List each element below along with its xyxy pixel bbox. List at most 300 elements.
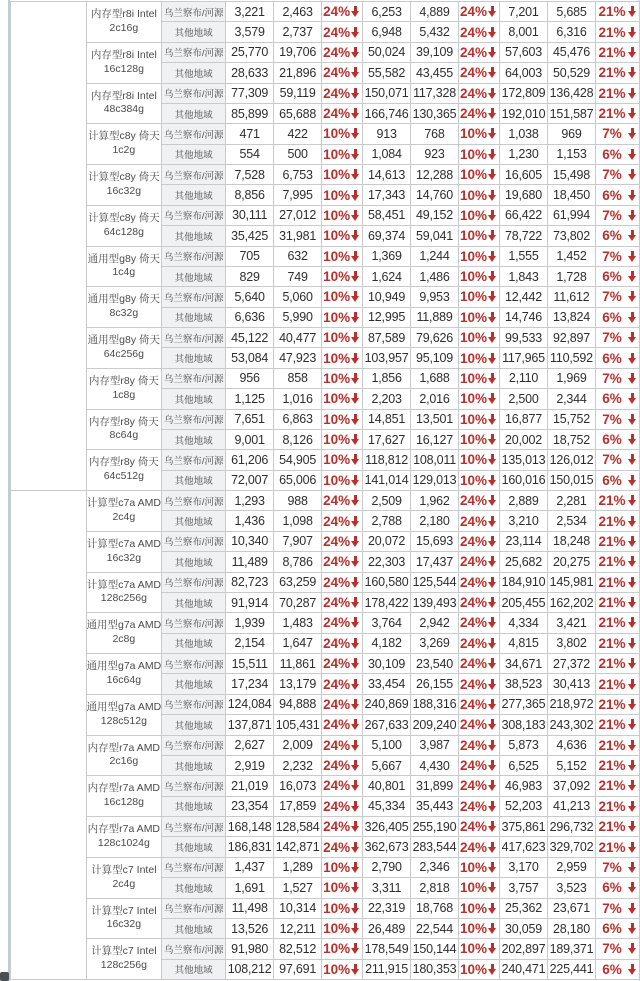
discount-cell (459, 613, 500, 633)
price-cell: 1,437 (226, 857, 274, 877)
discount-percent: 24% (460, 819, 488, 835)
price-cell: 8,856 (226, 185, 274, 205)
discount-cell (322, 654, 363, 674)
price-cell: 5,152 (547, 755, 595, 775)
discount-cell (322, 735, 363, 755)
price-cell: 27,012 (274, 205, 322, 225)
price-cell: 18,450 (547, 185, 595, 205)
price-cell: 79,626 (411, 328, 459, 348)
price-cell: 16,877 (500, 409, 548, 429)
price-cell: 27,372 (547, 654, 595, 674)
discount-cell (595, 755, 639, 775)
discount-percent: 7% (602, 126, 622, 142)
price-cell: 151,587 (547, 103, 595, 123)
price-cell: 142,871 (274, 837, 322, 857)
region-cell: 乌兰察布/河源 (162, 165, 226, 185)
down-arrow-icon (351, 47, 360, 58)
price-cell: 8,786 (274, 552, 322, 572)
price-cell: 59,041 (411, 226, 459, 246)
down-arrow-icon (351, 169, 360, 180)
price-cell: 137,871 (226, 715, 274, 735)
price-cell: 162,202 (547, 592, 595, 612)
instance-type-cell (86, 450, 162, 491)
down-arrow-icon (351, 230, 360, 241)
price-cell: 23,114 (500, 531, 548, 551)
region-cell: 乌兰察布/河源 (162, 124, 226, 144)
price-cell: 956 (226, 368, 274, 388)
discount-percent: 10% (323, 228, 351, 244)
price-cell: 2,009 (274, 735, 322, 755)
region-cell: 其他地域 (162, 796, 226, 816)
discount-cell (595, 817, 639, 837)
price-cell: 82,512 (274, 939, 322, 959)
instance-type: 内存型r8i Intel (90, 48, 157, 61)
price-cell: 33,454 (363, 674, 411, 694)
price-cell: 14,746 (500, 307, 548, 327)
price-cell: 2,737 (274, 22, 322, 42)
discount-percent: 24% (323, 65, 351, 81)
discount-cell (322, 266, 363, 286)
down-arrow-icon (628, 230, 637, 241)
down-arrow-icon (488, 658, 497, 669)
instance-type: 内存型r7a AMD (87, 741, 161, 754)
down-arrow-icon (488, 760, 497, 771)
instance-type: 计算型c7a AMD (86, 497, 161, 510)
instance-type: 计算型c8y 倚天 (87, 130, 160, 143)
price-cell: 4,889 (411, 2, 459, 22)
instance-type-cell (86, 491, 162, 532)
price-cell: 2,180 (411, 511, 459, 531)
discount-cell (459, 694, 500, 714)
price-cell: 2,281 (547, 491, 595, 511)
down-arrow-icon (488, 210, 497, 221)
discount-cell (322, 613, 363, 633)
price-cell: 21,896 (274, 63, 322, 83)
price-cell: 7,528 (226, 165, 274, 185)
table-row (11, 613, 640, 633)
table-row (11, 491, 640, 511)
price-cell: 554 (226, 144, 274, 164)
instance-type: 通用型g7a AMD (86, 660, 162, 673)
price-cell: 1,098 (274, 511, 322, 531)
discount-percent: 7% (602, 289, 622, 305)
discount-percent: 24% (323, 493, 351, 509)
down-arrow-icon (351, 393, 360, 404)
discount-cell (322, 491, 363, 511)
discount-cell (459, 246, 500, 266)
instance-spec: 2c4g (112, 510, 136, 523)
price-cell: 5,685 (547, 2, 595, 22)
price-cell: 160,016 (500, 470, 548, 490)
discount-cell (595, 287, 639, 307)
down-arrow-icon (351, 679, 360, 690)
price-cell: 3,764 (363, 613, 411, 633)
down-arrow-icon (488, 88, 497, 99)
instance-spec: 16c32g (106, 184, 142, 197)
region-cell: 乌兰察布/河源 (162, 42, 226, 62)
left-spacer-cell (11, 491, 87, 980)
down-arrow-icon (628, 434, 637, 445)
price-cell: 1,691 (226, 878, 274, 898)
price-cell: 17,234 (226, 674, 274, 694)
discount-cell (322, 429, 363, 449)
discount-cell (322, 694, 363, 714)
down-arrow-icon (351, 536, 360, 547)
instance-type: 计算型c7a AMD (86, 537, 161, 550)
down-arrow-icon (351, 373, 360, 384)
region-cell: 其他地域 (162, 633, 226, 653)
discount-percent: 10% (323, 921, 351, 937)
price-cell: 283,544 (411, 837, 459, 857)
discount-cell (595, 246, 639, 266)
price-cell: 1,038 (500, 124, 548, 144)
instance-type: 通用型g7a AMD (86, 619, 162, 632)
price-cell: 1,084 (363, 144, 411, 164)
price-cell: 218,972 (547, 694, 595, 714)
price-cell: 1,647 (274, 633, 322, 653)
down-arrow-icon (488, 169, 497, 180)
discount-cell (322, 205, 363, 225)
region-cell: 乌兰察布/河源 (162, 450, 226, 470)
region-cell: 其他地域 (162, 22, 226, 42)
down-arrow-icon (628, 393, 637, 404)
table-row (11, 124, 640, 144)
region-cell: 乌兰察布/河源 (162, 817, 226, 837)
price-cell: 82,723 (226, 572, 274, 592)
price-cell: 186,831 (226, 837, 274, 857)
price-cell: 4,182 (363, 633, 411, 653)
down-arrow-icon (488, 495, 497, 506)
price-cell: 10,949 (363, 287, 411, 307)
down-arrow-icon (628, 291, 637, 302)
discount-percent: 24% (460, 595, 488, 611)
price-cell: 63,259 (274, 572, 322, 592)
price-cell: 6,863 (274, 409, 322, 429)
price-cell: 47,923 (274, 348, 322, 368)
region-cell: 乌兰察布/河源 (162, 409, 226, 429)
discount-cell (595, 185, 639, 205)
discount-cell (322, 2, 363, 22)
discount-cell (459, 878, 500, 898)
instance-spec: 16c128g (103, 796, 144, 809)
discount-percent: 10% (323, 248, 351, 264)
price-cell: 31,981 (274, 226, 322, 246)
price-cell: 329,702 (547, 837, 595, 857)
instance-type-cell (86, 857, 162, 898)
down-arrow-icon (628, 740, 637, 751)
down-arrow-icon (628, 27, 637, 38)
discount-cell (595, 368, 639, 388)
price-cell: 17,343 (363, 185, 411, 205)
discount-cell (322, 103, 363, 123)
price-cell: 40,477 (274, 328, 322, 348)
discount-cell (595, 878, 639, 898)
discount-percent: 24% (323, 839, 351, 855)
price-cell: 2,942 (411, 613, 459, 633)
discount-cell (322, 776, 363, 796)
discount-cell (459, 735, 500, 755)
instance-spec: 2c8g (112, 633, 136, 646)
price-cell: 471 (226, 124, 274, 144)
instance-type-cell (86, 572, 162, 613)
discount-cell (459, 226, 500, 246)
price-cell: 3,987 (411, 735, 459, 755)
discount-cell (459, 328, 500, 348)
price-cell: 422 (274, 124, 322, 144)
discount-percent: 10% (323, 961, 351, 977)
instance-type: 内存型r7a AMD (87, 823, 161, 836)
instance-type: 计算型c7 Intel (91, 904, 157, 917)
price-cell: 1,969 (547, 368, 595, 388)
price-cell: 8,126 (274, 429, 322, 449)
discount-percent: 10% (323, 146, 351, 162)
down-arrow-icon (488, 719, 497, 730)
discount-cell (595, 531, 639, 551)
down-arrow-icon (488, 801, 497, 812)
price-cell: 2,818 (411, 878, 459, 898)
price-cell: 65,688 (274, 103, 322, 123)
price-cell: 128,584 (274, 817, 322, 837)
price-cell: 705 (226, 246, 274, 266)
discount-percent: 10% (460, 452, 488, 468)
price-cell: 2,463 (274, 2, 322, 22)
price-cell: 5,990 (274, 307, 322, 327)
price-cell: 172,809 (500, 83, 548, 103)
price-cell: 91,914 (226, 592, 274, 612)
discount-cell (322, 898, 363, 918)
price-cell: 15,693 (411, 531, 459, 551)
down-arrow-icon (628, 617, 637, 628)
price-cell: 35,425 (226, 226, 274, 246)
discount-percent: 24% (323, 778, 351, 794)
down-arrow-icon (628, 923, 637, 934)
instance-type: 内存型r8i Intel (90, 8, 157, 21)
down-arrow-icon (351, 414, 360, 425)
price-cell: 858 (274, 368, 322, 388)
price-cell: 20,072 (363, 531, 411, 551)
price-cell: 4,430 (411, 755, 459, 775)
discount-percent: 6% (602, 269, 622, 285)
down-arrow-icon (351, 862, 360, 873)
discount-cell (595, 124, 639, 144)
price-cell: 17,437 (411, 552, 459, 572)
down-arrow-icon (628, 67, 637, 78)
discount-cell (459, 368, 500, 388)
discount-percent: 10% (323, 900, 351, 916)
instance-type: 通用型g7a AMD (86, 700, 162, 713)
price-cell: 117,328 (411, 83, 459, 103)
discount-percent: 10% (460, 309, 488, 325)
discount-percent: 24% (323, 615, 351, 631)
discount-cell (459, 389, 500, 409)
price-cell: 7,995 (274, 185, 322, 205)
discount-cell (459, 205, 500, 225)
down-arrow-icon (628, 149, 637, 160)
discount-percent: 24% (323, 819, 351, 835)
region-cell: 乌兰察布/河源 (162, 654, 226, 674)
down-arrow-icon (351, 923, 360, 934)
discount-percent: 21% (598, 656, 626, 672)
table-row (11, 165, 640, 185)
price-cell: 18,248 (547, 531, 595, 551)
price-cell: 267,633 (363, 715, 411, 735)
discount-percent: 21% (598, 554, 626, 570)
price-cell: 6,948 (363, 22, 411, 42)
discount-cell (459, 83, 500, 103)
discount-percent: 21% (598, 574, 626, 590)
down-arrow-icon (488, 251, 497, 262)
discount-cell (459, 124, 500, 144)
price-cell: 150,144 (411, 939, 459, 959)
price-cell: 1,527 (274, 878, 322, 898)
discount-percent: 21% (598, 106, 626, 122)
price-cell: 2,203 (363, 389, 411, 409)
price-cell: 18,768 (411, 898, 459, 918)
price-cell: 14,851 (363, 409, 411, 429)
price-cell: 2,790 (363, 857, 411, 877)
discount-percent: 10% (323, 391, 351, 407)
price-cell: 12,211 (274, 918, 322, 938)
instance-spec: 1c8g (112, 388, 136, 401)
price-cell: 87,589 (363, 328, 411, 348)
price-cell: 225,441 (547, 959, 595, 979)
discount-cell (459, 348, 500, 368)
region-cell: 其他地域 (162, 552, 226, 572)
discount-cell (595, 226, 639, 246)
price-cell: 150,015 (547, 470, 595, 490)
instance-type-cell (86, 613, 162, 654)
instance-type-cell (86, 898, 162, 939)
discount-percent: 24% (323, 676, 351, 692)
price-cell: 243,302 (547, 715, 595, 735)
price-cell: 2,500 (500, 389, 548, 409)
down-arrow-icon (488, 679, 497, 690)
price-cell: 362,673 (363, 837, 411, 857)
down-arrow-icon (488, 882, 497, 893)
price-cell: 30,111 (226, 205, 274, 225)
table-row (11, 287, 640, 307)
down-arrow-icon (628, 964, 637, 975)
price-cell: 94,888 (274, 694, 322, 714)
down-arrow-icon (488, 230, 497, 241)
down-arrow-icon (628, 190, 637, 201)
discount-percent: 7% (602, 370, 622, 386)
discount-percent: 10% (460, 859, 488, 875)
price-cell: 125,544 (411, 572, 459, 592)
price-cell: 31,899 (411, 776, 459, 796)
price-cell: 105,431 (274, 715, 322, 735)
discount-cell (322, 246, 363, 266)
region-cell: 乌兰察布/河源 (162, 939, 226, 959)
price-cell: 23,540 (411, 654, 459, 674)
discount-percent: 21% (598, 615, 626, 631)
discount-cell (595, 674, 639, 694)
region-cell: 其他地域 (162, 226, 226, 246)
region-cell: 其他地域 (162, 348, 226, 368)
price-cell: 91,980 (226, 939, 274, 959)
table-row (11, 328, 640, 348)
discount-cell (459, 531, 500, 551)
price-cell: 1,293 (226, 491, 274, 511)
table-row (11, 857, 640, 877)
price-cell: 5,667 (363, 755, 411, 775)
region-cell: 其他地域 (162, 266, 226, 286)
discount-percent: 24% (460, 696, 488, 712)
instance-spec: 64c256g (103, 347, 144, 360)
discount-cell (595, 42, 639, 62)
price-cell: 45,122 (226, 328, 274, 348)
discount-percent: 6% (602, 472, 622, 488)
price-cell: 66,422 (500, 205, 548, 225)
price-cell: 5,432 (411, 22, 459, 42)
instance-spec: 128c1024g (97, 836, 150, 849)
discount-percent: 7% (602, 452, 622, 468)
price-cell: 30,059 (500, 918, 548, 938)
discount-percent: 10% (460, 269, 488, 285)
down-arrow-icon (351, 577, 360, 588)
discount-percent: 10% (460, 167, 488, 183)
discount-percent: 6% (602, 391, 622, 407)
down-arrow-icon (351, 638, 360, 649)
price-cell: 43,455 (411, 63, 459, 83)
discount-cell (322, 796, 363, 816)
discount-cell (459, 2, 500, 22)
down-arrow-icon (628, 271, 637, 282)
down-arrow-icon (488, 577, 497, 588)
down-arrow-icon (488, 699, 497, 710)
instance-spec: 64c512g (103, 470, 144, 483)
discount-cell (595, 959, 639, 979)
down-arrow-icon (488, 617, 497, 628)
price-cell: 2,154 (226, 633, 274, 653)
price-cell: 749 (274, 266, 322, 286)
price-cell: 255,190 (411, 817, 459, 837)
discount-percent: 24% (460, 778, 488, 794)
discount-cell (322, 511, 363, 531)
discount-percent: 6% (602, 432, 622, 448)
price-cell: 126,012 (547, 450, 595, 470)
discount-percent: 21% (598, 85, 626, 101)
down-arrow-icon (351, 719, 360, 730)
price-cell: 2,919 (226, 755, 274, 775)
down-arrow-icon (628, 597, 637, 608)
discount-percent: 24% (460, 85, 488, 101)
discount-percent: 10% (460, 900, 488, 916)
instance-type: 内存型r7a AMD (87, 782, 161, 795)
region-cell: 其他地域 (162, 389, 226, 409)
price-cell: 3,221 (226, 2, 274, 22)
price-cell: 7,907 (274, 531, 322, 551)
discount-percent: 10% (460, 432, 488, 448)
table-row (11, 2, 640, 22)
down-arrow-icon (628, 6, 637, 17)
down-arrow-icon (628, 780, 637, 791)
price-cell: 110,592 (547, 348, 595, 368)
region-cell: 乌兰察布/河源 (162, 2, 226, 22)
region-cell: 乌兰察布/河源 (162, 287, 226, 307)
instance-type-cell (86, 531, 162, 572)
price-cell: 308,183 (500, 715, 548, 735)
discount-percent: 6% (602, 961, 622, 977)
discount-cell (459, 674, 500, 694)
price-cell: 22,303 (363, 552, 411, 572)
discount-cell (322, 531, 363, 551)
price-cell: 70,287 (274, 592, 322, 612)
discount-cell (459, 572, 500, 592)
discount-percent: 6% (602, 880, 622, 896)
discount-percent: 7% (602, 248, 622, 264)
price-cell: 1,244 (411, 246, 459, 266)
